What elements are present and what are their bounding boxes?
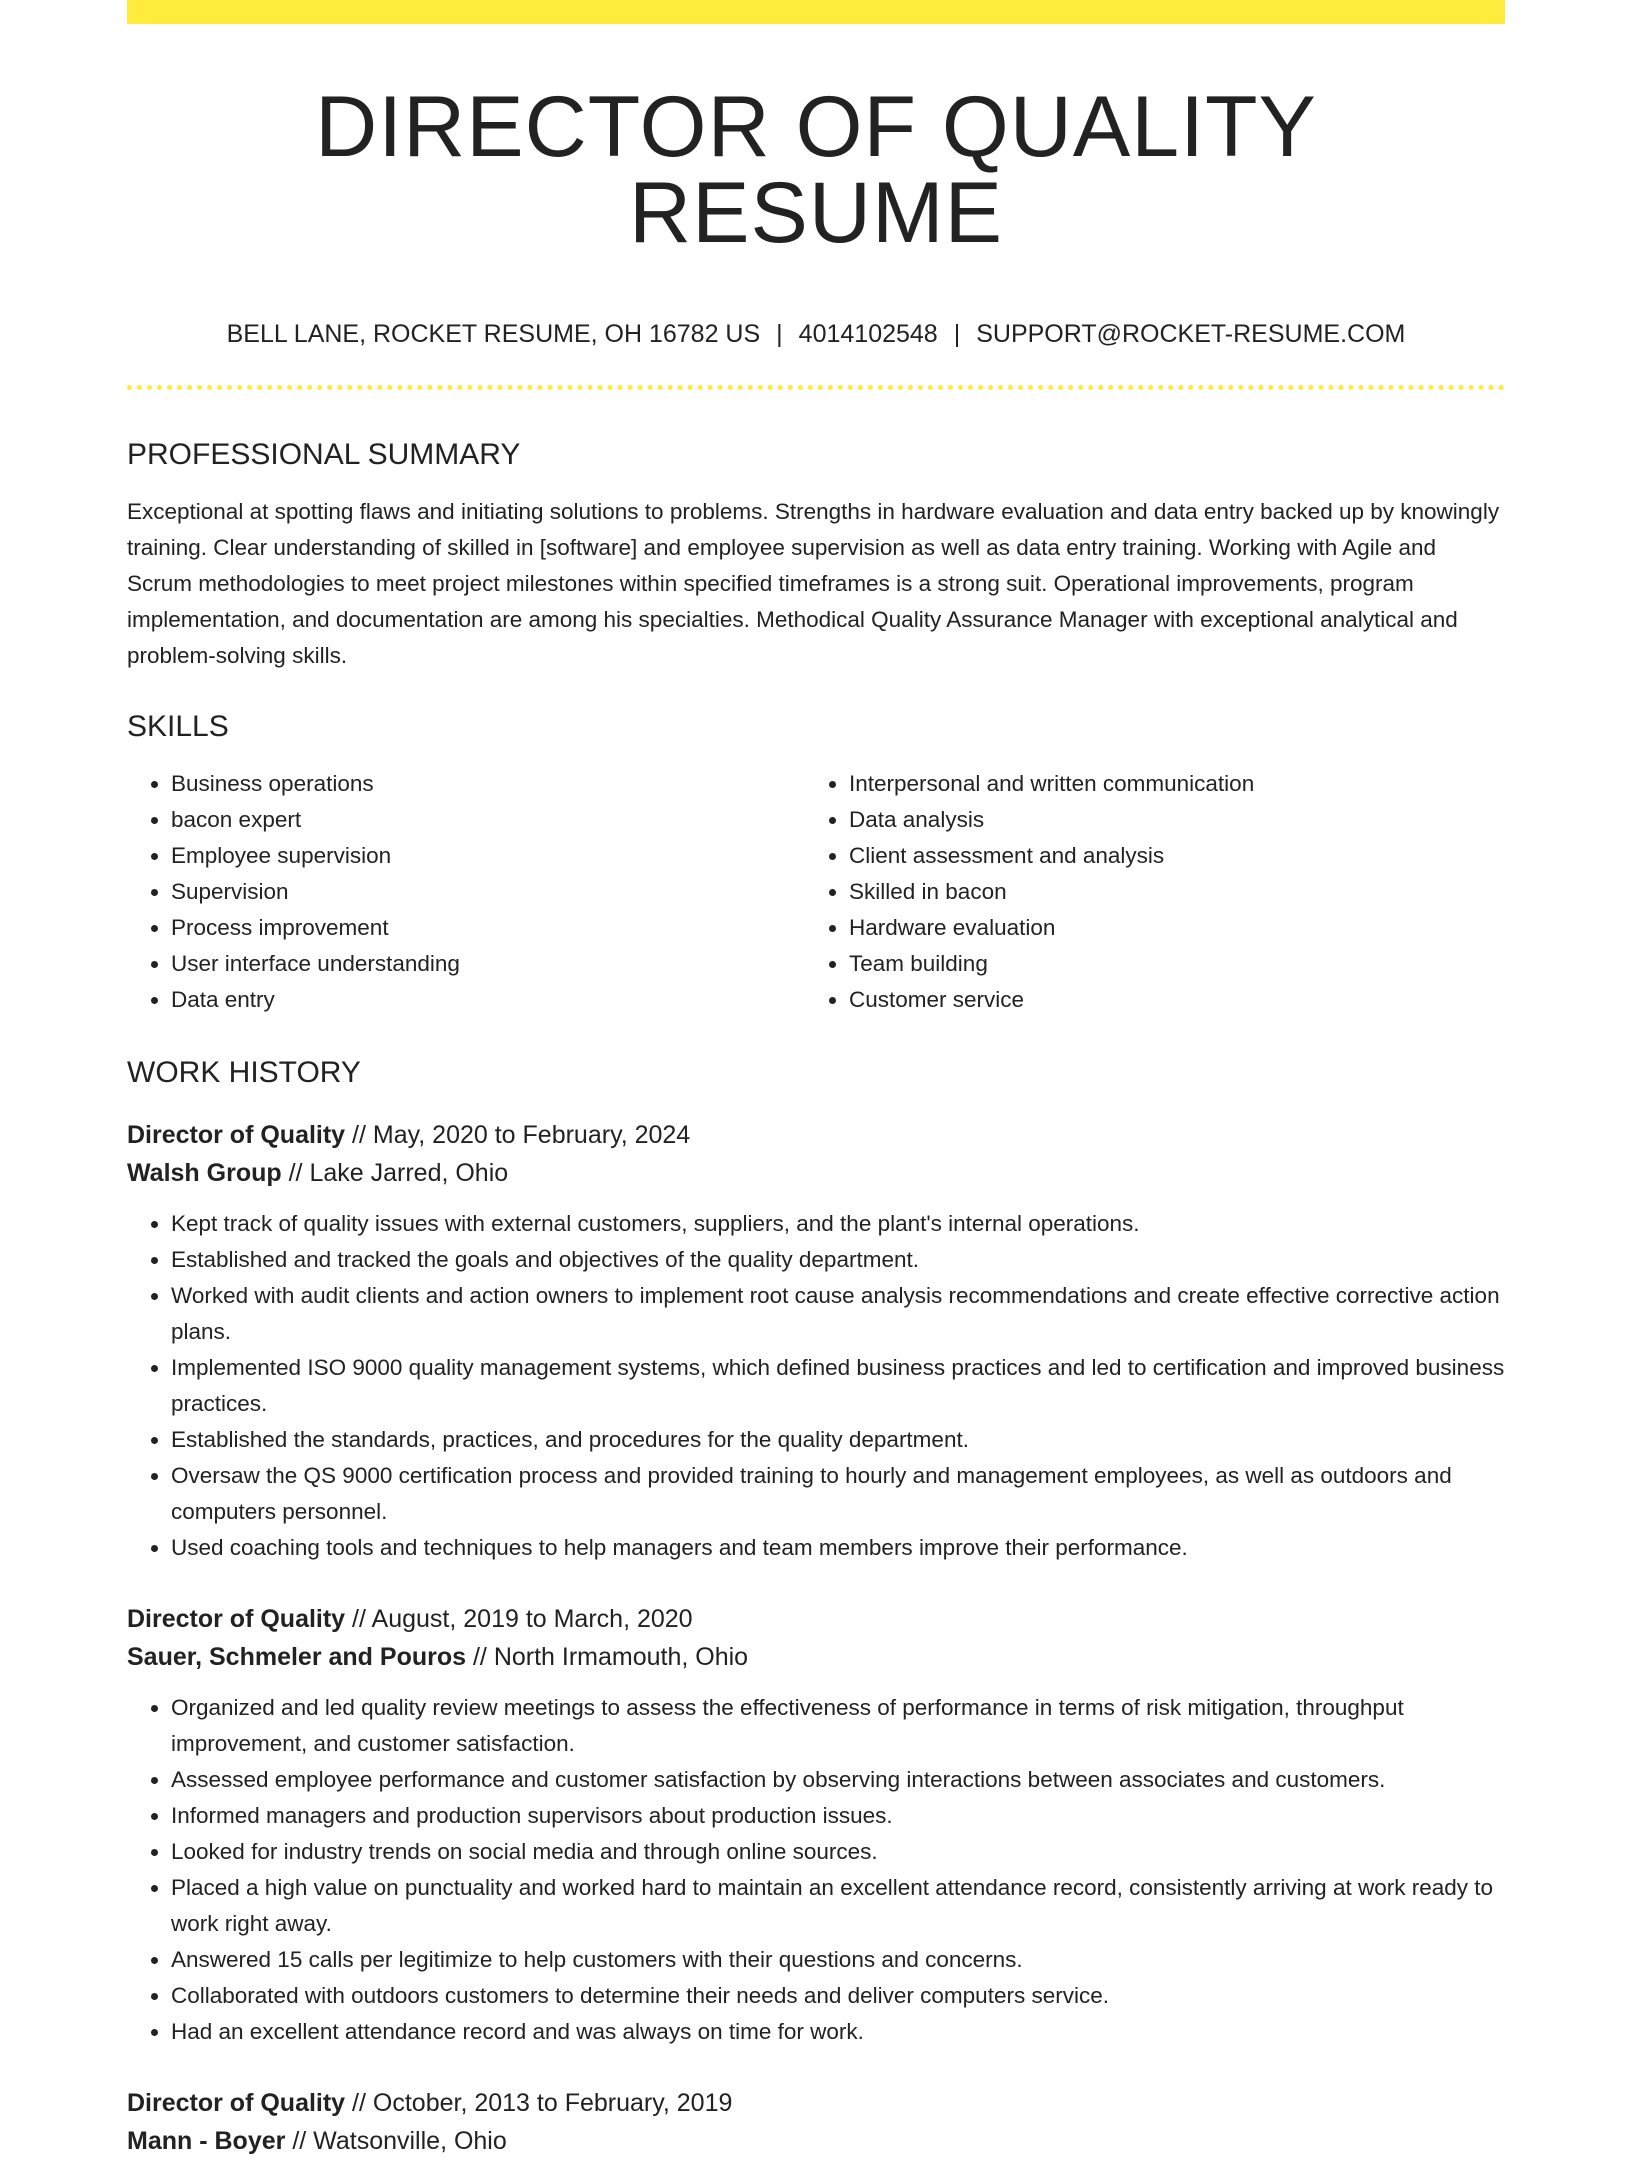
job-dates: October, 2013 to February, 2019: [372, 2089, 733, 2117]
job-role: Director of Quality: [127, 2089, 346, 2117]
skills-heading: SKILLS: [127, 710, 229, 743]
job-bullet: • Established and tracked the goals and objectives of the quality department.: [171, 1242, 1505, 1278]
skill-item: • Data entry: [171, 982, 805, 1018]
job-company-line: [127, 1638, 1505, 1676]
job-bullet: • Kept track of quality issues with external customers, suppliers, and the plant's internal operations.: [171, 1206, 1505, 1242]
job-bullet: • Assessed employee performance and customer satisfaction by observing interactions between associates and customers.: [171, 1762, 1505, 1798]
accent-top-bar: [127, 0, 1505, 24]
contact-email: SUPPORT@ROCKET-RESUME.COM: [976, 320, 1406, 348]
job-divider: //: [472, 1643, 487, 1671]
summary-text: Exceptional at spotting flaws and initiating solutions to problems. Strengths in hardware evaluation and data entry backed up by knowingly training. Clear understanding of skilled in [software] and employee supervision as well as data entry training. Working with Agile and Scrum methodologies to meet project milestones within specified timeframes is a strong suit. Operational improvements, program implementation, and documentation are among his specialties. Methodical Quality Assurance Manager with exceptional analytical and problem-solving skills.: [127, 499, 1500, 668]
summary-heading: PROFESSIONAL SUMMARY: [127, 438, 521, 471]
job-role-line: [127, 2084, 1505, 2122]
skill-item: • Business operations: [171, 766, 805, 802]
skills-column-left: [127, 766, 805, 1018]
job-role-line: [127, 1116, 1505, 1154]
skill-item: • Team building: [849, 946, 1483, 982]
job-bullet-list: [127, 1690, 1505, 2050]
job-bullet: • Organized and led quality review meetings to assess the effectiveness of performance in terms of risk mitigation, throughput improvement, and customer satisfaction.: [171, 1690, 1505, 1762]
job-bullet: • Informed managers and production supervisors about production issues.: [171, 1798, 1505, 1834]
contact-separator: |: [953, 320, 961, 348]
skill-item: • Interpersonal and written communication: [849, 766, 1483, 802]
skill-item: • Hardware evaluation: [849, 910, 1483, 946]
skills-column-right: [805, 766, 1483, 1018]
contact-address: BELL LANE, ROCKET RESUME, OH 16782 US: [226, 320, 761, 348]
job-company: Walsh Group: [127, 1159, 282, 1187]
contact-info: [127, 322, 1505, 347]
skill-item: • Data analysis: [849, 802, 1483, 838]
skill-item: • Customer service: [849, 982, 1483, 1018]
skill-item: • Skilled in bacon: [849, 874, 1483, 910]
job-divider: //: [352, 2089, 366, 2117]
job-bullet: • Implemented ISO 9000 quality management systems, which defined business practices and led to certification and improved business practices.: [171, 1350, 1505, 1422]
job-role-line: [127, 1600, 1505, 1638]
job-company: Mann - Boyer: [127, 2127, 286, 2155]
resume-page: [127, 0, 1505, 2160]
dotted-divider: [127, 385, 1505, 390]
job-role: Director of Quality: [127, 1605, 346, 1633]
job-bullet: • Collaborated with outdoors customers to determine their needs and deliver computers service.: [171, 1978, 1505, 2014]
skill-item: • Client assessment and analysis: [849, 838, 1483, 874]
job-company-line: [127, 2122, 1505, 2160]
job-bullet: • Oversaw the QS 9000 certification process and provided training to hourly and management employees, as well as outdoors and computers personnel.: [171, 1458, 1505, 1530]
job-entry: [127, 1600, 1505, 2050]
skill-item: • Employee supervision: [171, 838, 805, 874]
job-dates: May, 2020 to February, 2024: [372, 1121, 691, 1149]
job-divider: //: [288, 1159, 303, 1187]
work-history-list: [127, 1116, 1505, 2160]
job-bullet: • Answered 15 calls per legitimize to help customers with their questions and concerns.: [171, 1942, 1505, 1978]
skill-item: • Supervision: [171, 874, 805, 910]
job-divider: //: [292, 2127, 307, 2155]
job-dates: August, 2019 to March, 2020: [371, 1605, 693, 1633]
job-entry: [127, 2084, 1505, 2160]
job-bullet: • Had an excellent attendance record and was always on time for work.: [171, 2014, 1505, 2050]
job-bullet-list: [127, 1206, 1505, 1566]
job-bullet: • Looked for industry trends on social media and through online sources.: [171, 1834, 1505, 1870]
job-company-line: [127, 1154, 1505, 1192]
job-divider: //: [352, 1121, 366, 1149]
job-bullet: • Used coaching tools and techniques to help managers and team members improve their performance.: [171, 1530, 1505, 1566]
resume-title: DIRECTOR OF QUALITY RESUME: [315, 79, 1317, 261]
skills-list: [127, 766, 1505, 1018]
job-location: Lake Jarred, Ohio: [309, 1159, 509, 1187]
work-history-heading: WORK HISTORY: [127, 1056, 361, 1089]
skill-item: • User interface understanding: [171, 946, 805, 982]
job-bullet: • Placed a high value on punctuality and worked hard to maintain an excellent attendance record, consistently arriving at work ready to work right away.: [171, 1870, 1505, 1942]
job-location: Watsonville, Ohio: [313, 2127, 507, 2155]
job-entry: [127, 1116, 1505, 1566]
contact-separator: |: [776, 320, 783, 348]
skill-item: • bacon expert: [171, 802, 805, 838]
job-bullet: • Worked with audit clients and action owners to implement root cause analysis recommendations and create effective corrective action plans.: [171, 1278, 1505, 1350]
job-divider: //: [352, 1605, 366, 1633]
job-location: North Irmamouth, Ohio: [493, 1643, 749, 1671]
job-role: Director of Quality: [127, 1121, 346, 1149]
job-company: Sauer, Schmeler and Pouros: [127, 1643, 467, 1671]
skill-item: • Process improvement: [171, 910, 805, 946]
contact-phone: 4014102548: [798, 320, 938, 348]
job-bullet: • Established the standards, practices, and procedures for the quality department.: [171, 1422, 1505, 1458]
